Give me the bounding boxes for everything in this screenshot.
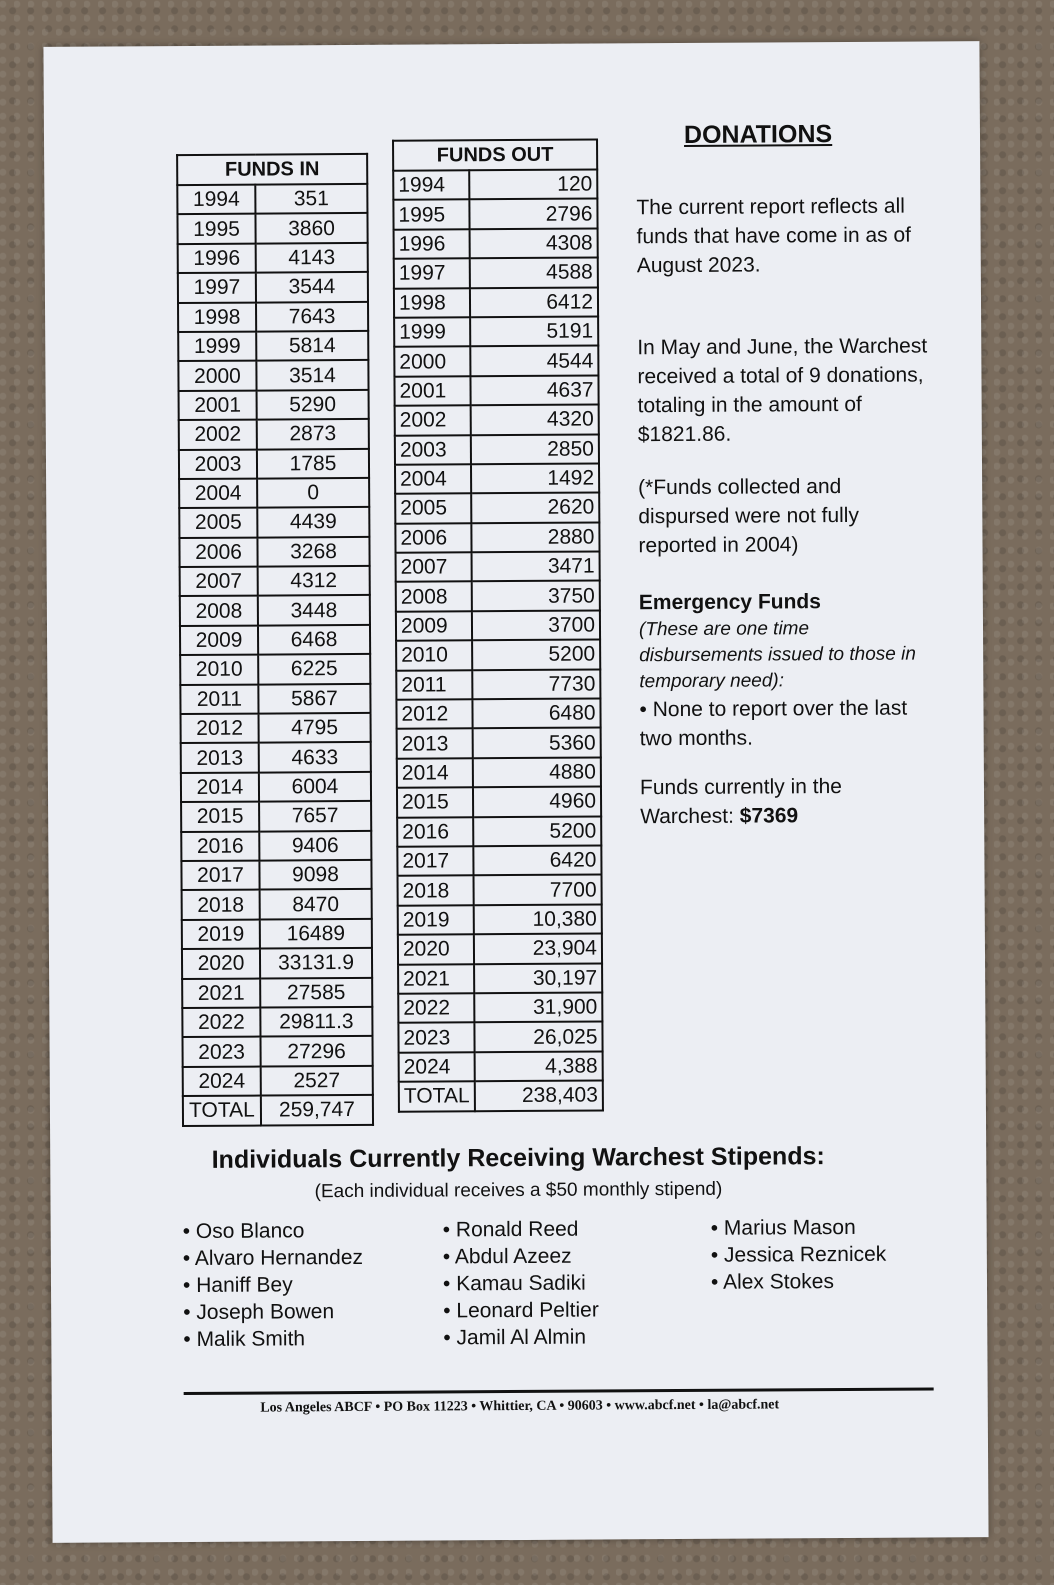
table-row (180, 625, 370, 656)
year-cell: 2014 (181, 772, 259, 802)
year-cell: 2008 (396, 582, 472, 612)
amount-cell: 2620 (471, 493, 599, 523)
amount-cell: 10,380 (473, 904, 601, 934)
amount-cell: 27296 (260, 1036, 372, 1066)
amount-cell: 9098 (259, 860, 371, 890)
table-row (399, 1081, 603, 1112)
stipend-names-column-3 (711, 1214, 887, 1296)
footer-divider (184, 1387, 934, 1395)
amount-cell: 29811.3 (260, 1007, 372, 1037)
amount-cell: 2850 (471, 434, 599, 464)
amount-cell: 4633 (259, 742, 371, 772)
amount-cell: 5200 (472, 640, 600, 670)
stipend-recipient: • Joseph Bowen (183, 1298, 363, 1326)
year-cell: 2022 (398, 993, 474, 1023)
table-row (179, 390, 369, 421)
year-cell: 1998 (394, 288, 470, 318)
table-row (395, 405, 599, 436)
current-funds-label: Funds currently in the Warchest: (639, 775, 842, 829)
table-row (177, 184, 367, 215)
table-row (397, 757, 601, 788)
stipend-recipient: • Kamau Sadiki (443, 1270, 599, 1298)
amount-cell: 1492 (471, 463, 599, 493)
amount-cell: 3700 (472, 610, 600, 640)
amount-cell: 3268 (257, 537, 369, 567)
amount-cell: 5814 (256, 331, 368, 361)
year-cell: 2013 (181, 743, 259, 773)
year-cell: 2003 (395, 435, 471, 465)
amount-cell: 33131.9 (260, 948, 372, 978)
table-row (181, 713, 371, 744)
funds-out-title: FUNDS OUT (393, 139, 597, 170)
table-row (394, 375, 598, 406)
emergency-funds-title: Emergency Funds (638, 590, 821, 615)
amount-cell: 9406 (259, 830, 371, 860)
table-row (181, 772, 371, 803)
year-cell: TOTAL (183, 1096, 261, 1126)
amount-cell: 3514 (256, 360, 368, 390)
table-row (182, 919, 372, 950)
year-cell: 2011 (180, 684, 258, 714)
table-row (398, 875, 602, 906)
table-row (178, 301, 368, 332)
stipend-recipient: • Jessica Reznicek (711, 1241, 887, 1269)
year-cell: 2016 (397, 817, 473, 847)
table-row (182, 1036, 372, 1067)
table-row (179, 448, 369, 479)
year-cell: 1997 (394, 258, 470, 288)
table-row (181, 860, 371, 891)
year-cell: 2014 (397, 758, 473, 788)
table-row (181, 742, 371, 773)
year-cell: 1995 (393, 200, 469, 230)
table-row (398, 992, 602, 1023)
year-cell: 2021 (398, 964, 474, 994)
year-cell: 2007 (180, 567, 258, 597)
amount-cell: 27585 (260, 977, 372, 1007)
year-cell: 1996 (178, 243, 256, 273)
table-row (180, 566, 370, 597)
amount-cell: 2796 (469, 199, 597, 229)
year-cell: 2007 (396, 552, 472, 582)
table-row (394, 346, 598, 377)
stipend-recipient: • Jamil Al Almin (443, 1324, 599, 1352)
amount-cell: 5360 (472, 728, 600, 758)
year-cell: 2006 (179, 537, 257, 567)
funds-in-table (176, 153, 374, 1127)
year-cell: 2011 (396, 670, 472, 700)
amount-cell: 120 (469, 169, 597, 199)
year-cell: 1994 (393, 170, 469, 200)
year-cell: 2009 (396, 611, 472, 641)
table-row (395, 493, 599, 524)
year-cell: 1994 (177, 185, 255, 215)
stipend-recipient: • Ronald Reed (443, 1216, 599, 1244)
report-intro: The current report reflects all funds that have come in as of August 2023. (636, 194, 912, 278)
table-row (182, 1007, 372, 1038)
amount-cell: 4960 (473, 787, 601, 817)
stipend-recipient: • Marius Mason (711, 1214, 887, 1242)
year-cell: 1995 (177, 214, 255, 244)
year-cell: TOTAL (399, 1081, 475, 1111)
amount-cell: 30,197 (474, 963, 602, 993)
amount-cell: 4588 (469, 258, 597, 288)
stipend-recipient: • Leonard Peltier (443, 1297, 599, 1325)
year-cell: 2019 (398, 905, 474, 935)
stipend-names-column-1 (183, 1217, 364, 1353)
year-cell: 2012 (181, 714, 259, 744)
table-row (178, 360, 368, 391)
amount-cell: 4312 (258, 566, 370, 596)
table-row (397, 816, 601, 847)
year-cell: 2024 (399, 1052, 475, 1082)
stipend-names-column-2 (443, 1216, 599, 1352)
amount-cell: 4544 (470, 346, 598, 376)
table-row (396, 640, 600, 671)
funds-in-title: FUNDS IN (177, 154, 367, 185)
table-row (398, 963, 602, 994)
table-row (182, 948, 372, 979)
amount-cell: 3448 (258, 595, 370, 625)
table-row (395, 434, 599, 465)
table-row (398, 904, 602, 935)
year-cell: 2018 (398, 876, 474, 906)
amount-cell: 16489 (260, 919, 372, 949)
emergency-funds-item: • None to report over the last two months. (639, 696, 908, 751)
year-cell: 1999 (394, 317, 470, 347)
amount-cell: 26,025 (474, 1022, 602, 1052)
current-funds (640, 771, 930, 831)
table-row (394, 287, 598, 318)
amount-cell: 5867 (258, 684, 370, 714)
year-cell: 1999 (178, 332, 256, 362)
stipend-recipient: • Malik Smith (183, 1325, 363, 1353)
emergency-funds-description: (These are one time disbursements issued to those in temporary need): (638, 618, 916, 693)
stipends-heading: Individuals Currently Receiving Warchest Stipends: (211, 1142, 825, 1174)
table-row (396, 581, 600, 612)
amount-cell: 4637 (470, 375, 598, 405)
amount-cell: 351 (255, 184, 367, 214)
emergency-funds-section (639, 586, 930, 753)
table-row (180, 684, 370, 715)
table-row (398, 934, 602, 965)
year-cell: 2001 (179, 390, 257, 420)
amount-cell: 3544 (256, 272, 368, 302)
table-row (178, 243, 368, 274)
may-june-summary: In May and June, the Warchest received a total of 9 donations, totaling in the amount of $1821.86. (637, 334, 928, 447)
amount-cell: 4439 (257, 507, 369, 537)
amount-cell: 4308 (469, 228, 597, 258)
amount-cell: 2873 (257, 419, 369, 449)
table-row (177, 213, 367, 244)
stipend-recipient: • Oso Blanco (183, 1217, 363, 1245)
table-row (394, 258, 598, 289)
year-cell: 2010 (396, 641, 472, 671)
table-row (399, 1051, 603, 1082)
table-row (397, 728, 601, 759)
amount-cell: 5200 (473, 816, 601, 846)
table-row (396, 552, 600, 583)
year-cell: 2009 (180, 625, 258, 655)
amount-cell: 2880 (471, 522, 599, 552)
year-cell: 2020 (182, 949, 260, 979)
stipend-recipient: • Alvaro Hernandez (183, 1244, 363, 1272)
year-cell: 2018 (182, 890, 260, 920)
year-cell: 2003 (179, 449, 257, 479)
funds-out-table (392, 138, 604, 1112)
year-cell: 2023 (182, 1037, 260, 1067)
year-cell: 2005 (395, 494, 471, 524)
year-cell: 1996 (394, 229, 470, 259)
amount-cell: 4143 (256, 243, 368, 273)
year-cell: 2013 (397, 729, 473, 759)
year-cell: 2006 (395, 523, 471, 553)
amount-cell: 3471 (471, 552, 599, 582)
table-row (179, 478, 369, 509)
table-row (182, 889, 372, 920)
stipend-recipient: • Haniff Bey (183, 1271, 363, 1299)
table-row (179, 507, 369, 538)
stipends-subheading: (Each individual receives a $50 monthly stipend) (314, 1178, 723, 1203)
table-row (183, 1095, 373, 1126)
funds-in-body (177, 184, 373, 1126)
table-row (178, 272, 368, 303)
table-row (182, 977, 372, 1008)
table-row (398, 1022, 602, 1053)
amount-cell: 6468 (258, 625, 370, 655)
amount-cell: 4795 (259, 713, 371, 743)
table-row (394, 228, 598, 259)
year-cell: 2016 (181, 831, 259, 861)
stipend-recipient: • Abdul Azeez (443, 1243, 599, 1271)
table-row (393, 199, 597, 230)
current-funds-amount: $7369 (739, 804, 799, 828)
year-cell: 2010 (180, 655, 258, 685)
table-row (395, 463, 599, 494)
amount-cell: 7657 (259, 801, 371, 831)
year-cell: 2008 (180, 596, 258, 626)
year-cell: 2002 (395, 405, 471, 435)
amount-cell: 7700 (473, 875, 601, 905)
year-cell: 2024 (183, 1066, 261, 1096)
amount-cell: 6225 (258, 654, 370, 684)
table-row (179, 419, 369, 450)
amount-cell: 0 (257, 478, 369, 508)
table-row (183, 1066, 373, 1097)
year-cell: 2021 (182, 978, 260, 1008)
table-row (181, 801, 371, 832)
footer-contact: Los Angeles ABCF • PO Box 11223 • Whittier, CA • 90603 • www.abcf.net • la@abcf.net (260, 1397, 780, 1416)
amount-cell: 23,904 (474, 934, 602, 964)
amount-cell: 3750 (471, 581, 599, 611)
stipend-recipient: • Alex Stokes (711, 1268, 887, 1296)
amount-cell: 7643 (256, 301, 368, 331)
year-cell: 2017 (397, 846, 473, 876)
year-cell: 2015 (181, 802, 259, 832)
amount-cell: 6004 (259, 772, 371, 802)
year-cell: 2019 (182, 919, 260, 949)
table-row (394, 316, 598, 347)
table-row (396, 669, 600, 700)
amount-cell: 5191 (470, 316, 598, 346)
table-row (178, 331, 368, 362)
amount-cell: 4320 (470, 405, 598, 435)
funds-2004-note: (*Funds collected and dispursed were not fully reported in 2004) (638, 475, 860, 558)
year-cell: 2020 (398, 934, 474, 964)
amount-cell: 4880 (473, 757, 601, 787)
table-row (180, 595, 370, 626)
funds-out-body (393, 169, 603, 1111)
amount-cell: 6480 (472, 699, 600, 729)
year-cell: 2015 (397, 787, 473, 817)
amount-cell: 238,403 (475, 1081, 603, 1111)
amount-cell: 1785 (257, 448, 369, 478)
amount-cell: 5290 (257, 390, 369, 420)
table-row (397, 845, 601, 876)
year-cell: 2022 (182, 1008, 260, 1038)
table-row (393, 169, 597, 200)
table-row (397, 787, 601, 818)
year-cell: 2004 (179, 478, 257, 508)
year-cell: 2004 (395, 464, 471, 494)
table-row (396, 699, 600, 730)
donations-heading: DONATIONS (683, 120, 833, 149)
amount-cell: 6412 (470, 287, 598, 317)
year-cell: 2005 (179, 508, 257, 538)
year-cell: 1997 (178, 273, 256, 303)
table-row (179, 537, 369, 568)
amount-cell: 2527 (261, 1066, 373, 1096)
table-row (396, 610, 600, 641)
year-cell: 1998 (178, 302, 256, 332)
year-cell: 2000 (178, 361, 256, 391)
amount-cell: 7730 (472, 669, 600, 699)
table-row (395, 522, 599, 553)
amount-cell: 31,900 (474, 992, 602, 1022)
amount-cell: 6420 (473, 845, 601, 875)
year-cell: 2000 (394, 347, 470, 377)
year-cell: 2001 (394, 376, 470, 406)
amount-cell: 8470 (260, 889, 372, 919)
amount-cell: 3860 (255, 213, 367, 243)
year-cell: 2002 (179, 420, 257, 450)
flyer-page (43, 41, 988, 1543)
table-row (181, 830, 371, 861)
amount-cell: 259,747 (261, 1095, 373, 1125)
year-cell: 2017 (181, 861, 259, 891)
year-cell: 2023 (398, 1023, 474, 1053)
year-cell: 2012 (396, 699, 472, 729)
table-row (180, 654, 370, 685)
amount-cell: 4,388 (474, 1051, 602, 1081)
